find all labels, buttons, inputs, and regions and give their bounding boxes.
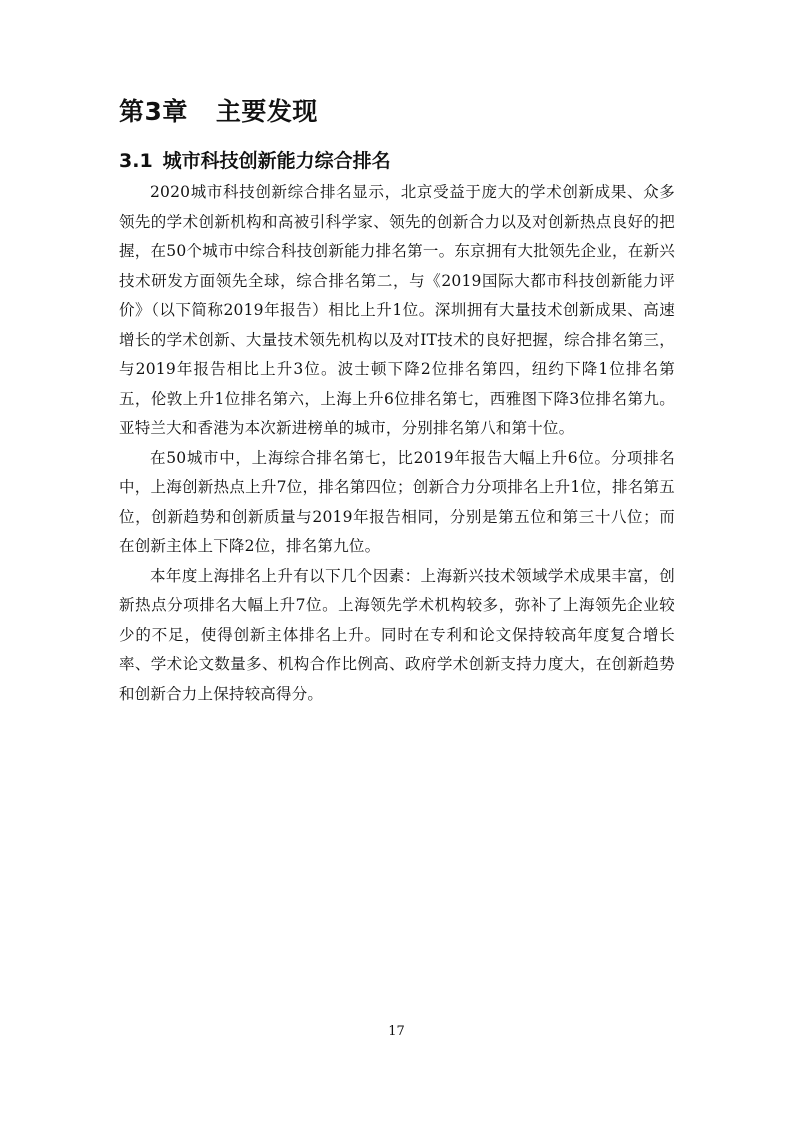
paragraph: 本年度上海排名上升有以下几个因素：上海新兴技术领域学术成果丰富，创新热点分项排名大幅上升7位。上海领先学术机构较多，弥补了上海领先企业较少的不足，使得创新主体排名上升。同时在专利和论文保持较高年度复合增长率、学术论文数量多、机构合作比例高、政府学术创新支持力度大，在创新趋势和创新合力上保持较高得分。	[119, 566, 675, 703]
page-number: 17	[388, 1024, 405, 1039]
section-heading	[119, 146, 391, 173]
section-number: 3.1	[119, 150, 153, 172]
chapter-heading	[119, 92, 318, 128]
body-text	[119, 178, 675, 709]
paragraph: 在50城市中，上海综合排名第七，比2019年报告大幅上升6位。分项排名中，上海创新热点上升7位，排名第四位；创新合力分项排名上升1位，排名第五位，创新趋势和创新质量与2019年报告相同，分别是第五位和第三十八位；而在创新主体上下降2位，排名第九位。	[119, 448, 675, 555]
paragraph: 2020城市科技创新综合排名显示，北京受益于庞大的学术创新成果、众多领先的学术创新机构和高被引科学家、领先的创新合力以及对创新热点良好的把握，在50个城市中综合科技创新能力排名第一。东京拥有大批领先企业，在新兴技术研发方面领先全球，综合排名第二，与《2019国际大都市科技创新能力评价》（以下简称2019年报告）相比上升1位。深圳拥有大量技术创新成果、高速增长的学术创新、大量技术领先机构以及对IT技术的良好把握，综合排名第三，与2019年报告相比上升3位。波士顿下降2位排名第四，纽约下降1位排名第五，伦敦上升1位排名第六，上海上升6位排名第七，西雅图下降3位排名第九。亚特兰大和香港为本次新进榜单的城市，分别排名第八和第十位。	[119, 183, 675, 437]
section-title: 城市科技创新能力综合排名	[162, 150, 391, 172]
chapter-title: 主要发现	[215, 97, 318, 126]
chapter-number: 第3章	[119, 97, 188, 126]
